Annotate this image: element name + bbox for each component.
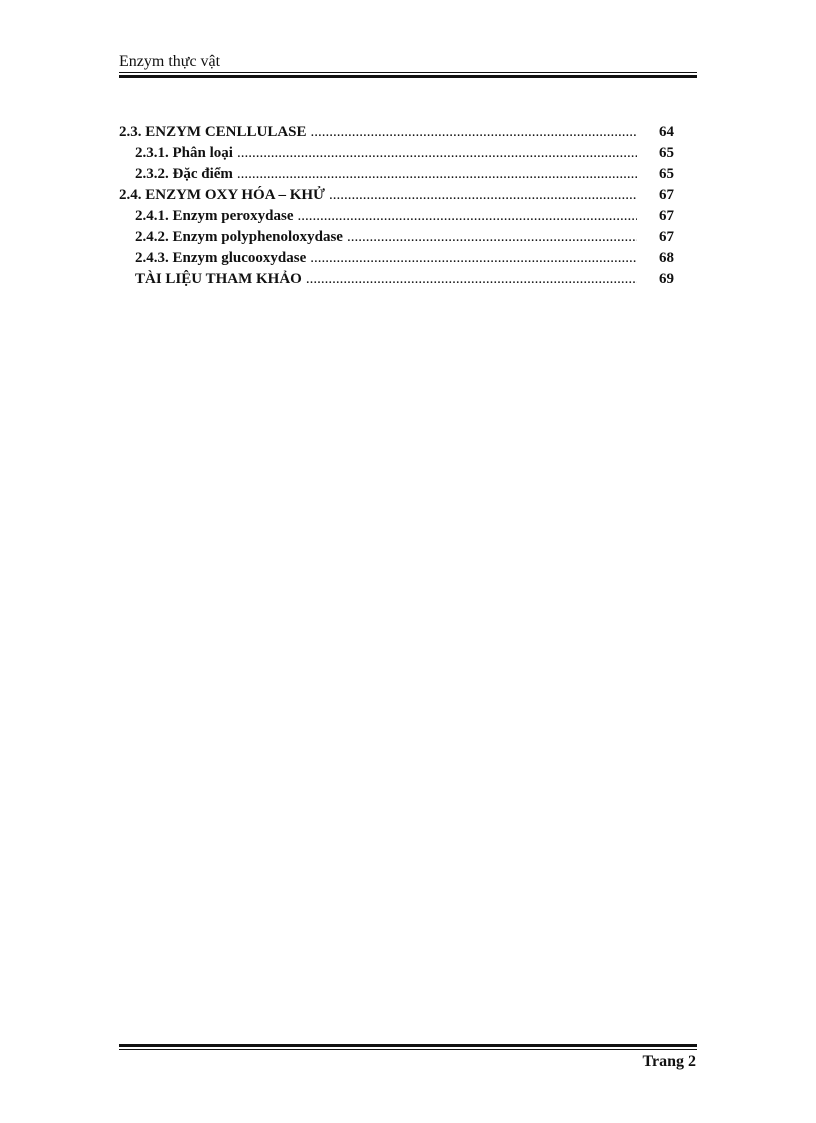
toc-entry-page: 65 xyxy=(659,166,674,182)
toc-leader-dots xyxy=(237,143,637,164)
toc-entry[interactable] xyxy=(119,269,674,290)
toc-leader-dots xyxy=(237,164,637,185)
toc-entry-page: 67 xyxy=(659,187,674,203)
toc-entry[interactable] xyxy=(119,227,674,248)
toc-leader-dots xyxy=(297,206,637,227)
toc-entry[interactable] xyxy=(119,248,674,269)
toc-entry-label: 2.4.1. Enzym peroxydase xyxy=(135,208,294,224)
toc-entry[interactable] xyxy=(119,185,674,206)
toc-entry-page: 65 xyxy=(659,145,674,161)
toc-entry-page: 67 xyxy=(659,229,674,245)
table-of-contents xyxy=(119,122,674,290)
toc-leader-dots xyxy=(306,269,637,290)
toc-entry-page: 69 xyxy=(659,271,674,287)
toc-entry[interactable] xyxy=(119,143,674,164)
footer-rule-thin xyxy=(119,1049,697,1050)
toc-leader-dots xyxy=(310,248,637,269)
toc-entry-label: 2.3.1. Phân loại xyxy=(135,145,233,161)
toc-entry[interactable] xyxy=(119,206,674,227)
toc-leader-dots xyxy=(329,185,637,206)
toc-entry-label: 2.4.2. Enzym polyphenoloxydase xyxy=(135,229,343,245)
toc-entry-label: 2.4.3. Enzym glucooxydase xyxy=(135,250,307,266)
toc-entry-label: 2.3. ENZYM CENLLULASE xyxy=(119,124,307,140)
toc-entry-page: 64 xyxy=(659,124,674,140)
toc-entry[interactable] xyxy=(119,164,674,185)
toc-entry-label: 2.3.2. Đặc điểm xyxy=(135,166,233,182)
header-title: Enzym thực vật xyxy=(119,53,221,70)
toc-entry-page: 67 xyxy=(659,208,674,224)
toc-entry-label: 2.4. ENZYM OXY HÓA – KHỬ xyxy=(119,187,325,203)
header-rule-thin xyxy=(119,72,697,73)
toc-leader-dots xyxy=(347,227,637,248)
footer-rule-thick xyxy=(119,1044,697,1047)
toc-entry-page: 68 xyxy=(659,250,674,266)
toc-entry-label: TÀI LIỆU THAM KHẢO xyxy=(135,271,302,287)
toc-leader-dots xyxy=(311,122,637,143)
header-rule-thick xyxy=(119,75,697,78)
page-number: Trang 2 xyxy=(642,1053,696,1070)
toc-entry[interactable] xyxy=(119,122,674,143)
